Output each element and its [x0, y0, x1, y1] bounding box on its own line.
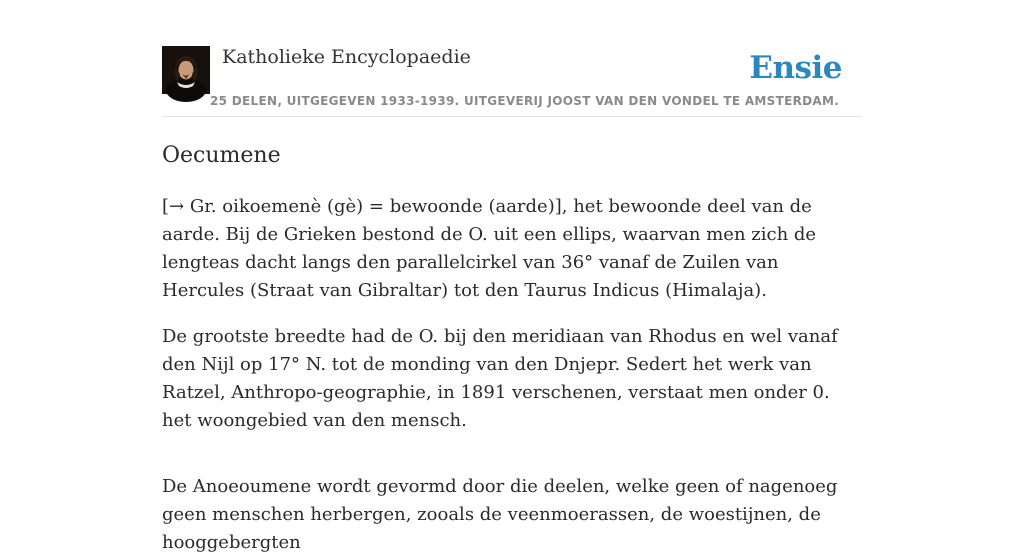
ensie-logo[interactable]: Ensie	[749, 50, 842, 86]
page	[162, 0, 862, 557]
article-paragraph: De Anoeoumene wordt gevormd door die deelen, welke geen of nagenoeg geen menschen herbergen, zooals de veenmoerassen, de woestijnen, de hooggebergten	[162, 476, 838, 553]
site-title[interactable]: Katholieke Encyclopaedie	[222, 46, 471, 68]
article-paragraph: De grootste breedte had de O. bij den meridiaan van Rhodus en wel vanaf den Nijl op 17° N. tot de monding van den Dnjepr. Sedert het werk van Ratzel, Anthropo-geographie, in 1891 verschenen, verstaat men onder 0. het woongebied van den mensch.	[162, 326, 838, 431]
site-subtitle: 25 DELEN, UITGEGEVEN 1933-1939. UITGEVERIJ JOOST VAN DEN VONDEL TE AMSTERDAM.	[210, 94, 840, 108]
site-header	[162, 0, 862, 117]
article-paragraph: [→ Gr. oikoemenè (gè) = bewoonde (aarde)], het bewoonde deel van de aarde. Bij de Grieken bestond de O. uit een ellips, waarvan men zich de lengteas dacht langs den parallelcirkel van 36° vanaf de Zuilen van Hercules (Straat van Gibraltar) tot den Taurus Indicus (Himalaja).	[162, 196, 817, 301]
article-body	[162, 193, 862, 557]
article-title: Oecumene	[162, 143, 281, 168]
portrait-avatar-icon[interactable]	[162, 46, 210, 94]
